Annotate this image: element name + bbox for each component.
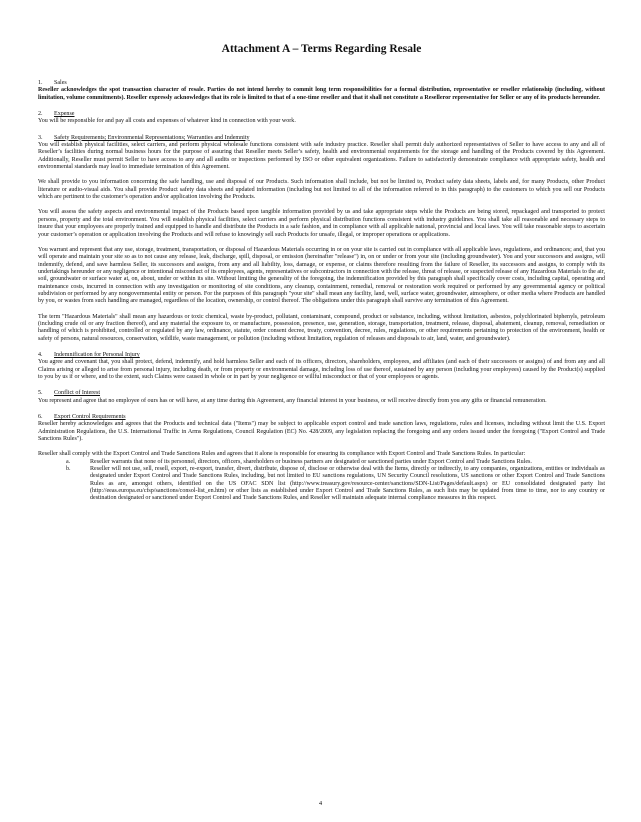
paragraph: You warrant and represent that any use, storage, treatment, transportation, or disposal of Hazardous Materials occurring in or on your site is carried out in compliance with all applicable laws, regulations, and ordinances; and, that you will operate and maintain your site so as to not cause any release, leak, discharge, spill, disposal, or emission (hereinafter "release") in, on or under or from your site (including groundwater). You and your successors and assigns, will indemnify, defend, and save harmless Seller, its successors and assigns, from any and all liability, loss, damage, or expense, or claims therefore resulting from the failure of Reseller, its successors and assigns, to comply with its undertakings hereunder or any negligence or intentional misconduct of its employees, agents, representatives or subcontractors in connection with the release, threat of release, or suspected release of any Hazardous Materials to the air, soil, groundwater or surface water at, on, about, under or within its site. Without limiting the generality of the foregoing, the indemnification provided by this paragraph shall specifically cover costs, including capital, operating and maintenance costs, incurred in connection with any investigation or monitoring of site conditions, any cleanup, containment, remedial, removal or restoration work required or performed by any governmental agency or political subdivision or performed by any nongovernmental entity or person. For the purposes of this paragraph "your site" shall mean any facility, land, well, surface water, groundwater, atmosphere, or other media where Products are handled by you, or wastes from such handling are managed, regardless of the location, ownership, or control thereof. The obligations under this paragraph shall survive any termination of this Agreement. — [38, 246, 605, 305]
section-heading — [38, 390, 605, 397]
section-safety — [38, 135, 605, 343]
section-title: Sales — [54, 80, 67, 86]
paragraph: Reseller hereby acknowledges and agrees that the Products and technical data ("Items") may be subject to applicable export control and trade sanction laws, regulations, rules and licenses, including without limit the U.S. Export Administration Regulations, the U.S. International Traffic in Arms Regulations, Council Regulation (EC) No. 428/2009, any legislation replacing the foregoing and any orders issued under the foregoing ("Export Control and Trade Sanctions Rules"). — [38, 421, 605, 443]
sub-list — [66, 458, 605, 503]
paragraph: Reseller shall comply with the Export Control and Trade Sanctions Rules and agrees that it alone is responsible for ensuring its compliance with Export Control and Trade Sanctions Rules. In particular: — [38, 451, 526, 458]
section-number: 3. — [38, 134, 43, 141]
section-heading — [38, 135, 605, 142]
section-number: 2. — [38, 111, 43, 118]
paragraph: The term "Hazardous Materials" shall mean any hazardous or toxic chemical, waste by-product, pollutant, contaminant, compound, product or substance, including, without limitation, asbestos, polychlorinated biphenyls, petroleum (including crude oil or any fraction thereof), and any material the exposure to, or manufacture, possession, presence, use, generation, storage, transportation, treatment, release, disposal, abatement, cleanup, removal, remediation or handling of which is prohibited, controlled or regulated by any law, ordinance, statute, order consent decree, treaty, convention, decree, rules, regulations, or other requirements pertaining to protection of the environment, health or safety of persons, natural resources, conservation, wildlife, waste management, or pollution (including without limitation, regulation of releases and disposals to air, land, water, and groundwater). — [38, 313, 605, 342]
section-number: 1. — [38, 80, 43, 86]
paragraph: We shall provide to you information concerning the safe handling, use and disposal of our Products. Such information shall include, but not be limited to, Product safety data sheets, labels and, for many Products, other Product literature or audio-visual aids. You shall provide Product safety data sheets and updated information (including but not limited to all of the information referred to in this paragraph) to the customers to which you sell our Products which are pertinent to the customer’s operation and/or application involving the Products. — [38, 179, 605, 201]
section-number: 5. — [38, 390, 43, 397]
section-number: 6. — [38, 414, 43, 421]
paragraph: You will assess the safety aspects and environmental impact of the Products based upon tangible information provided by us and take appropriate steps while the Products are being stored, repackaged and transported to protect persons, property and the total environment. You will establish physical facilities, select carriers and perform physical distribution functions consistent with industry guidelines. You shall take all reasonable and necessary steps to insure that your employees are properly trained and equipped to handle and distribute the Products in a safe fashion, and in compliance with all applicable national, provincial and local laws. You will take reasonable steps to ascertain your customer’s operation or application involving the Products and will refuse to knowingly sell such Products for unsafe, illegal, or improper operations or applications. — [38, 209, 605, 238]
section-expense — [38, 111, 605, 126]
document-title: Attachment A – Terms Regarding Resale — [221, 43, 422, 55]
list-item-letter: b. — [66, 466, 71, 473]
section-conflict-of-interest — [38, 390, 605, 405]
section-title: Safety Requirements; Environmental Representations; Warranties and Indemnity — [54, 134, 250, 141]
list-item-text: Reseller warrants that none of its personnel, directors, officers, shareholders or business partners are designated or sanctioned parties under Export Control and Trade Sanctions Rules. — [90, 458, 532, 465]
section-title: Indemnification for Personal Injury — [54, 351, 140, 358]
section-title: Conflict of Interest — [54, 390, 101, 397]
section-body: You represent and agree that no employee of ours has or will have, at any time during this Agreement, any financial interest in your business, or will receive directly from you any gifts or financial remuneration. — [38, 397, 547, 404]
section-body: Reseller acknowledges the spot transaction character of resale. Parties do not intend hereby to commit long term responsibilities for a formal distribution, representative or reseller relationship (including, without limitation, volume commitments). Reseller expressly acknowledges that its role is limited to that of a one-time reseller and that it shall not constitute a Reselleror representative for Seller or any of its products hereunder. — [38, 87, 605, 101]
section-indemnification — [38, 352, 605, 381]
section-title: Expense — [54, 111, 75, 118]
list-item-text: Reseller will not use, sell, resell, export, re-export, transfer, divert, distribute, dispose of, disclose or otherwise deal with the Items, directly or indirectly, to any companies, organizations, entities or individuals as designated under Export Control and Trade Sanctions Rules, including, but not limited to EU sanctions regulations, UN Security Council resolutions, US sanctions or other Export Control and Trade Sanctions Rules as are, amongst others, identified on the US OFAC SDN list (http://www.treasury.gov/resource-center/sanctions/SDN-List/Pages/default.aspx) or EU consolidated designated party list (http://eeas.europa.eu/cfsp/sanctions/consol-list_en.htm) or other lists as established under Export Control and Trade Sanctions Rules, as such lists may be updated from time to time, nor to any country or destination designated or sanctioned under Export Control and Trade Sanctions Rules, and Reseller will maintain adequate internal compliance measures in this respect. — [90, 466, 605, 502]
section-body: You agree and covenant that, you shall protect, defend, indemnify, and hold harmless Seller and each of its officers, directors, shareholders, employees, and affiliates (and each of their successors or assigns) of and from any and all Claims arising or alleged to arise from personal injury, including death, or from property or environmental damage, including loss of use thereof, sustained by any person (including your employees) caused by the Product(s) supplied to you by us if or where, and to the extent, such Claims were caused in whole or in part by your negligence or willful misconduct or that of your employees or agents. — [38, 359, 605, 380]
list-item-letter: a. — [66, 458, 71, 465]
page-number: 4 — [318, 800, 323, 807]
list-item — [66, 466, 605, 503]
section-body: You will be responsible for and pay all costs and expenses of whatever kind in connection with your work. — [38, 118, 296, 125]
list-item — [66, 458, 605, 466]
paragraph: You will establish physical facilities, select carriers, and perform physical wholesale functions consistent with safe industry practice. Reseller shall permit duly authorized representatives of Seller to have access to any and all of Reseller’s facilities during normal business hours for the purpose of assuring that Reseller meets Seller’s safety, health and environmental requirements for the storage and handling of the Products covered by this Agreement. Additionally, Reseller must permit Seller to have access to any and all audits or inspections performed by ISO or other equivalent organizations. Failure to satisfactorily demonstrate compliance with appropriate safety, health and environmental standards may lead to immediate termination of this Agreement. — [38, 142, 605, 171]
section-title: Export Control Requirements — [54, 414, 126, 421]
section-number: 4. — [38, 351, 43, 358]
section-sales — [38, 80, 605, 102]
section-export-control — [38, 414, 605, 503]
